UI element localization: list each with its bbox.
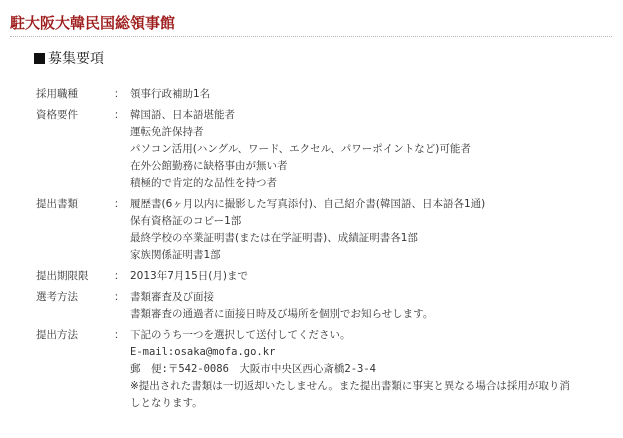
requirement-line: 履歴書(6ヶ月以内に撮影した写真添付)、自己紹介書(韓国語、日本語各1通) (130, 198, 486, 210)
title-divider (10, 36, 612, 37)
requirement-colon: ： (114, 270, 125, 282)
requirement-label: 提出書類 (36, 198, 78, 210)
requirement-line: 最終学校の卒業証明書(または在学証明書)、成績証明書各1部 (130, 232, 418, 244)
requirement-label: 資格要件 (36, 109, 78, 121)
section-heading (34, 48, 104, 68)
requirement-value (130, 196, 610, 264)
section-heading-text: 募集要項 (48, 51, 104, 67)
requirement-value (130, 289, 610, 323)
requirement-row-deadline (36, 268, 610, 285)
requirement-value (130, 327, 610, 412)
requirement-line: 保有資格証のコピー1部 (130, 215, 242, 227)
requirement-line: 在外公館勤務に缺格事由が無い者 (130, 160, 288, 172)
requirement-row-documents (36, 196, 610, 264)
requirement-colon: ： (114, 198, 125, 210)
requirement-colon: ： (114, 88, 125, 100)
requirement-value (130, 86, 610, 103)
requirement-line: 2013年7月15日(月)まで (130, 270, 248, 282)
requirement-value (130, 268, 610, 285)
requirement-value (130, 107, 610, 192)
contact-address: 郵 便:〒542-0086 大阪市中央区西心斎橋2-3-4 (130, 363, 377, 375)
requirement-row-selection (36, 289, 610, 323)
requirement-label: 提出方法 (36, 329, 78, 341)
requirements-table (36, 86, 610, 412)
requirement-label: 選考方法 (36, 291, 78, 303)
requirement-line: 書類審査の通過者に面接日時及び場所を個別でお知らせします。 (130, 308, 434, 320)
requirement-line: 領事行政補助1名 (130, 88, 211, 100)
requirement-line: しとなります。 (130, 397, 203, 409)
requirement-colon: ： (114, 291, 125, 303)
requirement-line: パソコン活用(ハングル、ワード、エクセル、パワーポイントなど)可能者 (130, 143, 471, 155)
requirement-line: 韓国語、日本語堪能者 (130, 109, 235, 121)
requirement-line: 下記のうち一つを選択して送付してください。 (130, 329, 351, 341)
requirement-line: 運転免許保持者 (130, 126, 204, 138)
requirement-row-qualifications (36, 107, 610, 192)
requirement-label: 提出期限限 (36, 270, 89, 282)
requirement-line: 家族関係証明書1部 (130, 249, 221, 261)
requirement-row-submission (36, 327, 610, 412)
requirement-colon: ： (114, 329, 125, 341)
requirement-label: 採用職種 (36, 88, 78, 100)
contact-email: E-mail:osaka@mofa.go.kr (130, 346, 276, 358)
requirement-line: ※提出された書類は一切返却いたしません。また提出書類に事実と異なる場合は採用が取り消 (130, 380, 570, 392)
requirement-line: 積極的で肯定的な品性を持つ者 (130, 177, 277, 189)
square-bullet-icon (34, 53, 45, 64)
page-title: 駐大阪大韓民国総領事館 (10, 14, 176, 32)
requirement-colon: ： (114, 109, 125, 121)
requirement-line: 書類審査及び面接 (130, 291, 214, 303)
requirement-row-position (36, 86, 610, 103)
